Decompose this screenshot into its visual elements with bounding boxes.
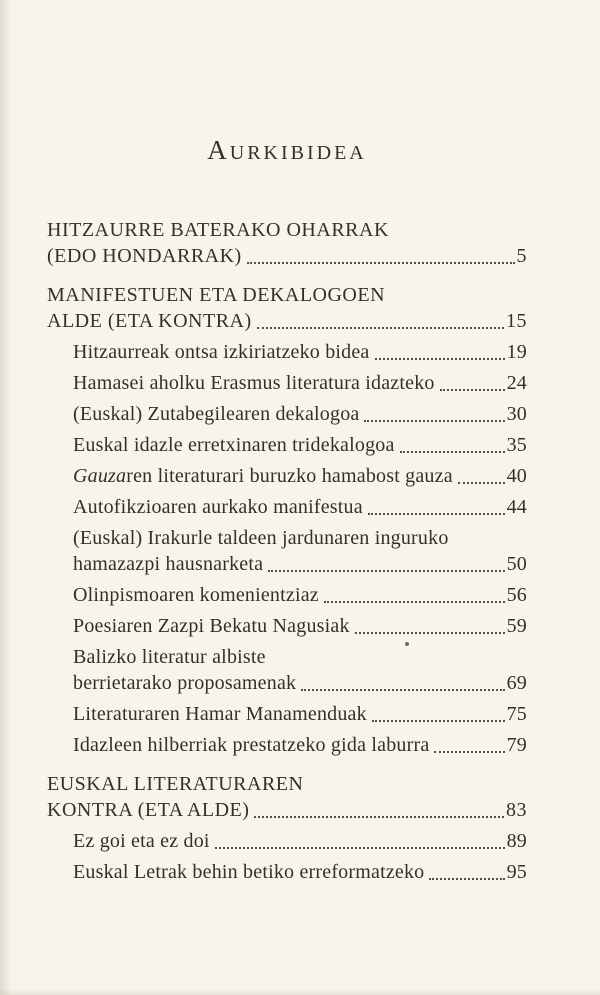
toc-entry-label bbox=[73, 463, 453, 489]
toc-entry-text: (Euskal) Irakurle taldeen jardunaren inguruko bbox=[73, 527, 449, 549]
toc-entry bbox=[47, 401, 527, 427]
toc-entry-line bbox=[47, 217, 527, 243]
toc-entry-last-line bbox=[73, 401, 527, 427]
toc-entry-last-line bbox=[73, 432, 527, 458]
page-number: 56 bbox=[506, 584, 527, 606]
toc-entry-text: Euskal Letrak behin betiko erreformatzeko bbox=[73, 861, 425, 883]
toc-entry-last-line bbox=[73, 582, 527, 608]
toc-entry bbox=[47, 432, 527, 458]
toc-entry bbox=[47, 771, 527, 823]
dot-leader bbox=[296, 670, 506, 696]
toc-entry bbox=[47, 217, 527, 269]
toc-entry bbox=[47, 370, 527, 396]
toc-entry-text: ALDE (ETA KONTRA) bbox=[47, 310, 252, 332]
toc-entry-label bbox=[73, 701, 367, 727]
toc-entry bbox=[47, 644, 527, 696]
toc-entry-text: Ez goi eta ez doi bbox=[73, 830, 210, 852]
toc-entry-text: (Euskal) Zutabegilearen dekalogoa bbox=[73, 403, 360, 425]
page-title-initial: A bbox=[207, 135, 230, 165]
toc-entry-last-line bbox=[47, 243, 527, 269]
toc-entry bbox=[47, 463, 527, 489]
dot-leader bbox=[210, 828, 507, 854]
toc-entry-text: Idazleen hilberriak prestatzeko gida laburra bbox=[73, 734, 430, 756]
toc-entry-text: Hitzaurreak ontsa izkiriatzeko bidea bbox=[73, 341, 370, 363]
page-left-edge-shadow bbox=[0, 0, 12, 995]
toc-entry-text: berrietarako proposamenak bbox=[73, 672, 297, 694]
toc-entry-last-line bbox=[73, 613, 527, 639]
table-of-contents bbox=[47, 217, 527, 885]
toc-entry-text: Hamasei aholku Erasmus literatura idazteko bbox=[73, 372, 435, 394]
toc-entry-label bbox=[73, 582, 319, 608]
toc-entry-last-line bbox=[73, 828, 527, 854]
page-number: 44 bbox=[506, 496, 527, 518]
dot-leader bbox=[453, 463, 507, 489]
page-number: 15 bbox=[506, 310, 527, 332]
page-number: 40 bbox=[506, 465, 527, 487]
page-number: 24 bbox=[506, 372, 527, 394]
toc-entry-last-line bbox=[73, 701, 527, 727]
toc-entry-text: Autofikzioaren aurkako manifestua bbox=[73, 496, 363, 518]
toc-entry-line bbox=[47, 282, 527, 308]
dot-leader bbox=[429, 732, 506, 758]
toc-entry-text: Poesiaren Zazpi Bekatu Nagusiak bbox=[73, 615, 350, 637]
toc-entry-text: MANIFESTUEN ETA DEKALOGOEN bbox=[47, 284, 386, 306]
page-number: 19 bbox=[506, 341, 527, 363]
page-title-rest: URKIBIDEA bbox=[229, 142, 367, 164]
toc-entry bbox=[47, 339, 527, 365]
toc-entry-last-line bbox=[73, 551, 527, 577]
dot-leader bbox=[263, 551, 506, 577]
page-number: 95 bbox=[506, 861, 527, 883]
toc-entry-label bbox=[73, 551, 263, 577]
toc-entry bbox=[47, 525, 527, 577]
toc-entry-label bbox=[73, 339, 370, 365]
toc-entry-text: Olinpismoaren komenientziaz bbox=[73, 584, 319, 606]
toc-entry-last-line bbox=[73, 494, 527, 520]
toc-entry-label bbox=[47, 797, 249, 823]
toc-entry-last-line bbox=[73, 859, 527, 885]
dot-leader bbox=[359, 401, 506, 427]
page-title bbox=[47, 133, 527, 169]
toc-entry-label bbox=[73, 613, 350, 639]
toc-entry-label bbox=[73, 370, 435, 396]
toc-entry-last-line bbox=[73, 732, 527, 758]
toc-entry-label bbox=[73, 732, 429, 758]
toc-entry-label bbox=[73, 432, 395, 458]
toc-entry-text: hamazazpi hausnarketa bbox=[73, 553, 264, 575]
dot-leader bbox=[249, 797, 506, 823]
page-number: 50 bbox=[506, 553, 527, 575]
toc-entry bbox=[47, 732, 527, 758]
page-number: 59 bbox=[506, 615, 527, 637]
page-number: 35 bbox=[506, 434, 527, 456]
toc-entry-line bbox=[73, 644, 527, 670]
dot-leader bbox=[370, 339, 507, 365]
dot-leader bbox=[350, 613, 507, 639]
page-number: 5 bbox=[516, 245, 527, 267]
toc-entry-text: Euskal idazle erretxinaren tridekalogoa bbox=[73, 434, 395, 456]
toc-entry-label bbox=[73, 828, 210, 854]
toc-entry-text: EUSKAL LITERATURAREN bbox=[47, 773, 304, 795]
page-number: 83 bbox=[506, 799, 527, 821]
toc-entry-last-line bbox=[47, 797, 527, 823]
toc-entry-last-line bbox=[73, 463, 527, 489]
dot-leader bbox=[435, 370, 507, 396]
toc-entry-last-line bbox=[73, 670, 527, 696]
dot-leader bbox=[367, 701, 507, 727]
dot-leader bbox=[252, 308, 506, 334]
toc-entry-label bbox=[73, 670, 296, 696]
page-number: 75 bbox=[506, 703, 527, 725]
dot-leader bbox=[424, 859, 506, 885]
toc-entry bbox=[47, 859, 527, 885]
toc-entry-last-line bbox=[47, 308, 527, 334]
toc-entry bbox=[47, 582, 527, 608]
toc-entry-text: (EDO HONDARRAK) bbox=[47, 245, 242, 267]
toc-entry-label bbox=[73, 859, 424, 885]
dot-leader bbox=[242, 243, 517, 269]
toc-entry-label bbox=[73, 401, 359, 427]
toc-entry bbox=[47, 494, 527, 520]
toc-entry-text: ren literaturari buruzko hamabost gauza bbox=[126, 465, 453, 487]
page-number: 89 bbox=[506, 830, 527, 852]
toc-entry bbox=[47, 828, 527, 854]
toc-entry bbox=[47, 613, 527, 639]
dot-leader bbox=[319, 582, 507, 608]
toc-entry-text: Literaturaren Hamar Manamenduak bbox=[73, 703, 367, 725]
page-number: 30 bbox=[506, 403, 527, 425]
page-number: 79 bbox=[506, 734, 527, 756]
toc-entry-text: Gauza bbox=[73, 465, 127, 487]
page-number: 69 bbox=[506, 672, 527, 694]
toc-entry-last-line bbox=[73, 339, 527, 365]
toc-entry-text: HITZAURRE BATERAKO OHARRAK bbox=[47, 219, 389, 241]
toc-entry bbox=[47, 282, 527, 334]
toc-entry-last-line bbox=[73, 370, 527, 396]
page-bottom-edge-shadow bbox=[0, 989, 600, 995]
toc-entry-label bbox=[47, 243, 242, 269]
toc-entry bbox=[47, 701, 527, 727]
toc-entry-label bbox=[47, 308, 252, 334]
dot-leader bbox=[363, 494, 507, 520]
toc-entry-line bbox=[47, 771, 527, 797]
toc-entry-label bbox=[73, 494, 363, 520]
dot-leader bbox=[395, 432, 507, 458]
toc-entry-line bbox=[73, 525, 527, 551]
toc-entry-text: KONTRA (ETA ALDE) bbox=[47, 799, 250, 821]
toc-entry-text: Balizko literatur albiste bbox=[73, 646, 266, 668]
